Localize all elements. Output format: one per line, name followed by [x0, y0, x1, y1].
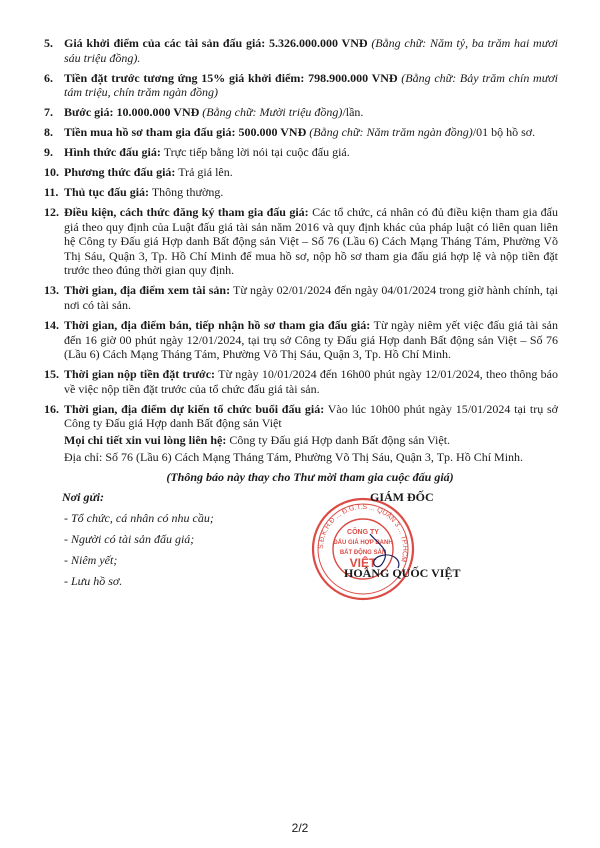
term-text: Thông thường. [151, 185, 224, 200]
term-item [44, 367, 558, 396]
term-text: Từ ngày 10/01/2024 đến 16h00 phút ngày 12/01/2024, theo thông báo về việc nộp tiền đặt trước của tổ chức đấu giá tài sản. [64, 367, 558, 396]
company-seal-stamp [308, 494, 418, 604]
stamp-line3: BẤT ĐỘNG SẢN [339, 550, 387, 556]
term-text: /lần. [342, 105, 364, 120]
term-item [44, 36, 558, 65]
notice-text: (Thông báo này thay cho Thư mời tham gia cuộc đấu giá) [166, 470, 454, 484]
term-number: 13. [44, 283, 59, 298]
stamp-line2: ĐẤU GIÁ HỢP DANH [333, 540, 393, 546]
address-label: Địa chỉ: [64, 450, 103, 464]
term-item [44, 283, 558, 312]
contact-company: Công ty Đấu giá Hợp danh Bất động sản Việt. [229, 433, 451, 447]
term-text: Các tổ chức, cá nhân có đủ điều kiện tham gia đấu giá theo quy định của Luật đấu giá tài sản năm 2016 và quy định khác của pháp luật có liên quan liên hệ Công ty Đấu giá Hợp danh Bất động sản Việt – Số 76 (Lầu 6) Cách Mạng Tháng Tám, Phường Võ Thị Sáu, Quận 3, Tp. Hồ Chí Minh để mua hồ sơ, nộp hồ sơ tham gia đấu giá hợp lệ và nộp tiền đặt trước theo đúng thời gian quy định. [64, 205, 559, 278]
signer-name: HOÀNG QUỐC VIỆT [344, 566, 461, 580]
term-label: Phương thức đấu giá: [64, 165, 176, 180]
term-item [44, 105, 558, 120]
term-number: 15. [44, 367, 59, 382]
term-number: 16. [44, 401, 59, 416]
term-label: Tiền mua hồ sơ tham gia đấu giá: 500.000 VNĐ [64, 125, 307, 140]
recipient-item: - Lưu hồ sơ. [64, 574, 123, 588]
term-note: (Bằng chữ: Năm tỷ, ba trăm hai mươi sáu triệu đồng). [64, 36, 559, 65]
recipients-label: Nơi gửi: [62, 490, 104, 504]
term-note: (Bằng chữ: Bảy trăm chín mươi tám triệu, chín trăm ngàn đồng) [64, 70, 558, 100]
term-label: Thời gian, địa điểm bán, tiếp nhận hồ sơ tham gia đấu giá: [64, 318, 371, 333]
signer-title: GIÁM ĐỐC [370, 490, 434, 504]
term-label: Tiền đặt trước tương ứng 15% giá khởi điểm: 798.900.000 VNĐ [64, 70, 398, 85]
term-item [44, 165, 558, 180]
term-text: /01 bộ hồ sơ. [472, 125, 536, 140]
term-text: Từ ngày 02/01/2024 đến ngày 04/01/2024 trong giờ hành chính, tại nơi có tài sản. [64, 283, 558, 313]
term-item [44, 318, 558, 362]
term-text: Trực tiếp bằng lời nói tại cuộc đấu giá. [163, 145, 350, 160]
page-number: 2/2 [291, 821, 309, 835]
term-item [44, 71, 558, 100]
stamp-line4: VIỆT [349, 556, 377, 570]
recipient-item: - Niêm yết; [64, 553, 118, 567]
term-item [44, 125, 558, 140]
term-number: 9. [44, 145, 53, 160]
term-label: Thời gian nộp tiền đặt trước: [64, 367, 216, 382]
term-item [44, 145, 558, 160]
term-note: (Bằng chữ: Năm trăm ngàn đồng) [309, 125, 473, 140]
term-number: 11. [44, 185, 59, 200]
term-label: Điều kiện, cách thức đăng ký tham gia đấu giá: [64, 205, 309, 220]
address-text: Số 76 (Lầu 6) Cách Mạng Tháng Tám, Phường Võ Thị Sáu, Quận 3, Tp. Hồ Chí Minh. [105, 450, 524, 464]
auction-terms-list [44, 36, 558, 436]
term-text: Từ ngày niêm yết việc đấu giá tài sản đến 16 giờ 00 phút ngày 12/01/2024, tại trụ sở Công ty Đấu giá Hợp danh Bất động sản Việt – Số 76 (Lầu 6) Cách Mạng Tháng Tám, Phường Võ Thị Sáu, Quận 3, Tp. Hồ Chí Minh. [64, 318, 558, 362]
contact-line [64, 433, 558, 448]
term-number: 14. [44, 318, 59, 333]
term-note: (Bằng chữ: Mười triệu đồng) [202, 105, 343, 120]
term-label: Hình thức đấu giá: [64, 145, 161, 160]
term-label: Thủ tục đấu giá: [64, 185, 150, 200]
term-text: Vào lúc 10h00 phút ngày 15/01/2024 tại trụ sở Công ty Đấu giá Hợp danh Bất động sản Việt [64, 401, 558, 431]
term-number: 7. [44, 105, 53, 120]
recipient-item: - Người có tài sản đấu giá; [64, 532, 195, 546]
term-number: 5. [44, 36, 53, 50]
term-label: Giá khởi điểm của các tài sản đấu giá: 5.326.000.000 VNĐ [64, 36, 368, 50]
term-number: 10. [44, 165, 59, 180]
stamp-ring-text: S.Đ.K.H.Đ ... Đ.G.T.S ... QUẬN 3 ... TP.HCM [317, 503, 409, 563]
address-line [64, 450, 558, 465]
term-item [44, 205, 558, 278]
recipients-block [62, 490, 214, 595]
term-label: Thời gian, địa điểm xem tài sản: [64, 283, 231, 298]
contact-label: Mọi chi tiết xin vui lòng liên hệ: [64, 433, 227, 447]
recipient-item: - Tổ chức, cá nhân có nhu cầu; [64, 511, 214, 525]
term-item [44, 185, 558, 200]
term-number: 6. [44, 70, 53, 85]
stamp-line1: CÔNG TY [347, 529, 379, 536]
term-text: Trả giá lên. [178, 165, 233, 180]
term-number: 8. [44, 125, 53, 140]
term-label: Thời gian, địa điểm dự kiến tổ chức buổi đấu giá: [64, 401, 325, 416]
term-label: Bước giá: 10.000.000 VNĐ [64, 105, 200, 120]
term-number: 12. [44, 205, 59, 220]
term-item [44, 402, 558, 431]
